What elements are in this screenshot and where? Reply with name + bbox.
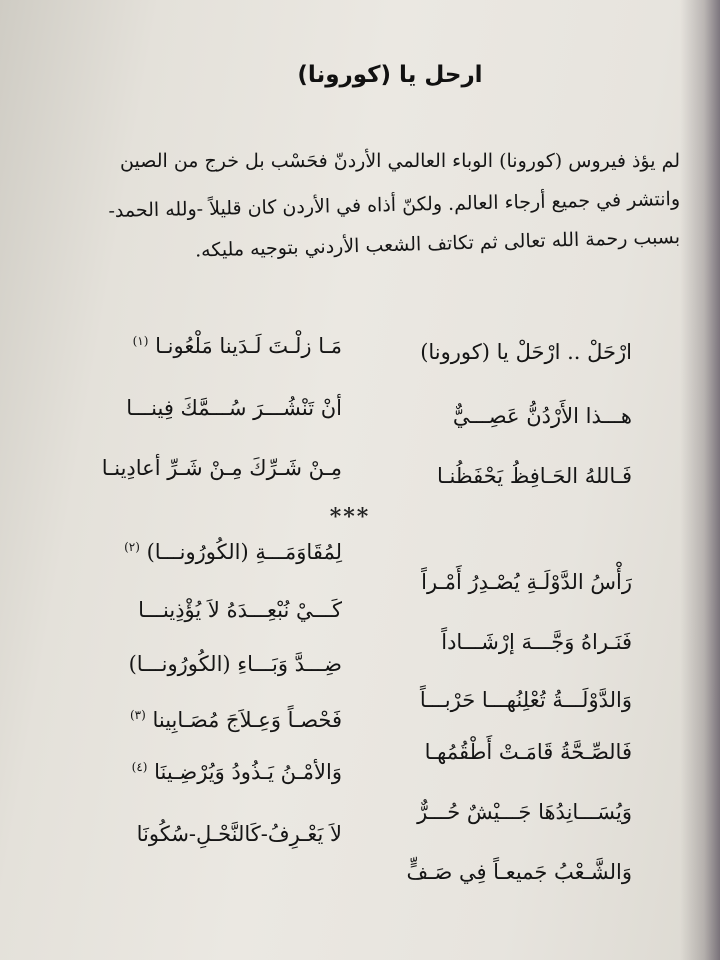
poem-title: ارحل يا (كورونا) bbox=[297, 62, 483, 88]
footnote-marker-3: (٣) bbox=[129, 708, 146, 722]
verse-2-left: أنْ تَنْشُـــرَ سُـــمَّكَ فِينـــا bbox=[126, 396, 342, 420]
footnote-marker-4: (٤) bbox=[131, 760, 148, 774]
verse-4-left bbox=[22, 540, 342, 564]
verse-8-left bbox=[22, 760, 342, 784]
verse-5-left: كَـــيْ نُبْعِـــدَهُ لاَ يُؤْذِينـــا bbox=[138, 598, 342, 622]
verse-7-right: فَالصِّـحَّةُ قَامَـتْ أَطْقُمُهـا bbox=[424, 740, 632, 764]
intro-line-2: وانتشر في جميع أرجاء العالم. ولكنّ أذاه في الأردن كان قليلاً -ولله الحمد- bbox=[108, 188, 681, 222]
verse-5-right: فَنَـراهُ وَجَّـــهَ إرْشَـــاداً bbox=[441, 630, 632, 654]
footnote-marker-1: (١) bbox=[132, 334, 149, 348]
stanza-separator: *** bbox=[329, 504, 371, 530]
verse-9-left: لاَ يَعْـرِفُ-كَالنَّحْـلِ-سُكُونَا bbox=[136, 822, 342, 846]
verse-1-left bbox=[22, 334, 342, 358]
verse-6-left: ضِـــدَّ وَبَـــاءِ (الكُورُونـــا) bbox=[128, 652, 342, 676]
verse-7-left-text: فَحْصـاً وَعِـلاَجَ مُصَـابِينا bbox=[152, 708, 342, 732]
verse-8-left-text: وَالأمْـنُ يَـذُودُ وَيُرْضِـينَا bbox=[154, 760, 342, 784]
page-gutter-shadow bbox=[680, 0, 720, 960]
verse-1-left-text: مَـا زلْـتَ لَـدَينا مَلْعُونـا bbox=[155, 334, 342, 358]
footnote-marker-2: (٢) bbox=[124, 540, 140, 554]
verse-2-right: هـــذا الأَرْدُنُّ عَصِـــيٌّ bbox=[452, 404, 632, 428]
verse-3-right: فَـاللهُ الحَـافِظُ يَحْفَظُنـا bbox=[437, 464, 632, 488]
verse-3-left: مِـنْ شَـرِّكَ مِـنْ شَـرِّ أعادِينـا bbox=[101, 456, 342, 480]
verse-4-right: رَأْسُ الدَّوْلَـةِ يُصْـدِرُ أَمْـراً bbox=[421, 570, 632, 594]
verse-6-right: وَالدَّوْلَـــةُ تُعْلِنُهـــا حَرْبـــاً bbox=[419, 688, 632, 712]
intro-line-3: بسبب رحمة الله تعالى ثم تكاتف الشعب الأردني بتوجيه مليكه. bbox=[194, 226, 681, 262]
intro-line-1: لم يؤذ فيروس (كورونا) الوباء العالمي الأردنّ فحَسْب بل خرج من الصين bbox=[120, 150, 680, 172]
verse-7-left bbox=[22, 708, 342, 732]
verse-9-right: وَالشَّـعْبُ جَميعـاً فِي صَـفٍّ bbox=[406, 860, 632, 884]
verse-1-right: ارْحَلْ .. ارْحَلْ يا (كورونا) bbox=[420, 340, 632, 364]
verse-4-left-text: لِمُقَاوَمَـــةِ (الكُورُونـــا) bbox=[146, 540, 342, 564]
verse-8-right: وَيُسَـــانِدُهَا جَـــيْشٌ حُـــرٌّ bbox=[417, 800, 632, 824]
